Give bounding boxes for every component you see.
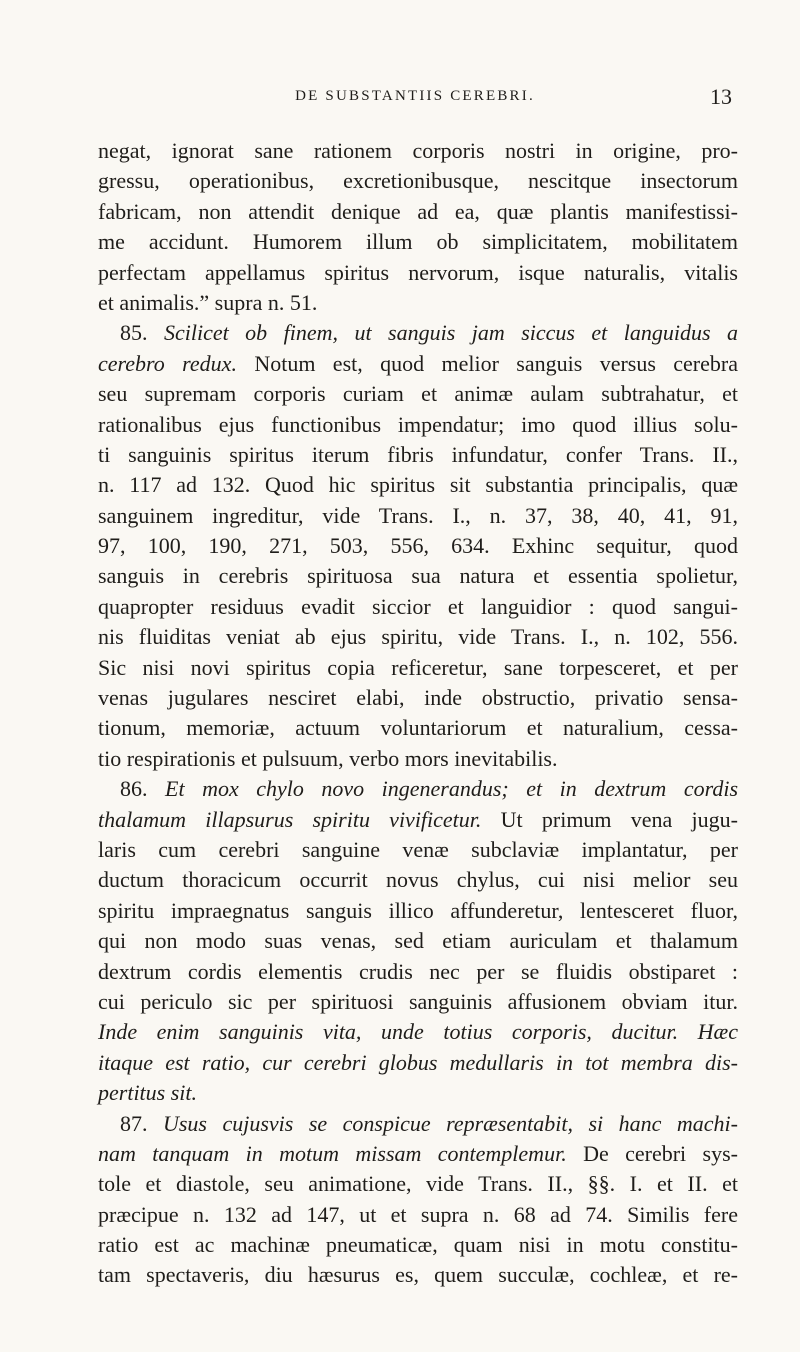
- text-line: [98, 136, 738, 166]
- text-line: [98, 592, 738, 622]
- italic-segment: nam tanquam in motum missam contemplemur.: [98, 1140, 567, 1166]
- text-line: [98, 622, 738, 652]
- italic-segment: Inde enim sanguinis vita, unde totius corporis, ducitur. Hæc: [98, 1019, 738, 1045]
- text-segment: laris cum cerebri sanguine venæ subclaviæ implantatur, per: [98, 836, 738, 862]
- text-line: [98, 683, 738, 713]
- text-segment: n. 117 ad 132. Quod hic spiritus sit substantia principalis, quæ: [98, 472, 738, 498]
- text-line: [98, 531, 738, 561]
- text-segment: ratio est ac machinæ pneumaticæ, quam nisi in motu constitu-: [98, 1232, 738, 1258]
- text-segment: præcipue n. 132 ad 147, ut et supra n. 68 ad 74. Similis fere: [98, 1201, 738, 1227]
- text-segment: seu supremam corporis curiam et animæ aulam subtrahatur, et: [98, 381, 738, 407]
- text-segment: tionum, memoriæ, actuum voluntariorum et naturalium, cessa-: [98, 715, 738, 741]
- text-segment: rationalibus ejus functionibus impendatur; imo quod illius solu-: [98, 411, 738, 437]
- italic-segment: Usus cujusvis se conspicue repræsentabit, si hanc machi-: [162, 1110, 738, 1136]
- text-line: [98, 197, 738, 227]
- text-line: [98, 987, 738, 1017]
- text-segment: tam spectaveris, diu hæsurus es, quem succulæ, cochleæ, et re-: [98, 1262, 738, 1288]
- text-segment: fabricam, non attendit denique ad ea, quæ plantis manifestissi-: [98, 198, 738, 224]
- text-line: [98, 470, 738, 500]
- text-segment: et animalis.” supra n. 51.: [98, 289, 318, 315]
- text-segment: perfectam appellamus spiritus nervorum, isque naturalis, vitalis: [98, 259, 738, 285]
- running-title: DE SUBSTANTIIS CEREBRI.: [295, 88, 535, 104]
- text-segment: 86.: [120, 776, 166, 802]
- text-line: [98, 653, 738, 683]
- text-segment: 97, 100, 190, 271, 503, 556, 634. Exhinc sequitur, quod: [98, 533, 738, 559]
- text-line: [98, 1048, 738, 1078]
- text-segment: Sic nisi novi spiritus copia reficeretur, sane torpesceret, et per: [98, 654, 738, 680]
- text-line: [98, 1017, 738, 1047]
- text-line: [98, 561, 738, 591]
- text-segment: sanguis in cerebris spirituosa sua natura et essentia spolietur,: [98, 563, 738, 589]
- text-segment: quapropter residuus evadit siccior et languidior : quod sangui-: [98, 593, 738, 619]
- text-segment: tio respirationis et pulsuum, verbo mors inevitabilis.: [98, 745, 558, 771]
- text-segment: ductum thoracicum occurrit novus chylus, cui nisi melior seu: [98, 867, 738, 893]
- text-segment: ti sanguinis spiritus iterum fibris infundatur, confer Trans. II.,: [98, 441, 738, 467]
- text-segment: gressu, operationibus, excretionibusque, nescitque insectorum: [98, 168, 738, 194]
- text-segment: nis fluiditas veniat ab ejus spiritu, vide Trans. I., n. 102, 556.: [98, 624, 738, 650]
- text-segment: De cerebri sys-: [566, 1140, 738, 1166]
- italic-segment: Et mox chylo novo ingenerandus; et in dextrum cordis: [165, 776, 739, 802]
- text-line: [98, 835, 738, 865]
- text-line: [98, 957, 738, 987]
- body-text: [98, 136, 738, 1291]
- italic-segment: pertitus sit.: [98, 1080, 198, 1106]
- text-line: [98, 774, 738, 804]
- text-line: [98, 501, 738, 531]
- text-line: [98, 166, 738, 196]
- text-line: [98, 1109, 738, 1139]
- text-segment: cui periculo sic per spirituosi sanguinis affusionem obviam itur.: [98, 988, 738, 1014]
- text-segment: 85.: [120, 320, 164, 346]
- text-line: [98, 926, 738, 956]
- text-line: [98, 440, 738, 470]
- text-segment: Notum est, quod melior sanguis versus cerebra: [236, 350, 738, 376]
- text-segment: venas jugulares nesciret elabi, inde obstructio, privatio sensa-: [98, 685, 738, 711]
- text-line: [98, 713, 738, 743]
- text-segment: Ut primum vena jugu-: [481, 806, 738, 832]
- text-segment: sanguinem ingreditur, vide Trans. I., n. 37, 38, 40, 41, 91,: [98, 502, 738, 528]
- text-line: [98, 865, 738, 895]
- italic-segment: cerebro redux.: [98, 350, 237, 376]
- text-line: [98, 896, 738, 926]
- text-segment: dextrum cordis elementis crudis nec per se fluidis obstiparet :: [98, 958, 738, 984]
- text-line: [98, 1200, 738, 1230]
- italic-segment: thalamum illapsurus spiritu vivificetur.: [98, 806, 482, 832]
- text-line: [98, 410, 738, 440]
- text-line: [98, 258, 738, 288]
- italic-segment: itaque est ratio, cur cerebri globus medullaris in tot membra dis-: [98, 1049, 738, 1075]
- italic-segment: Scilicet ob finem, ut sanguis jam siccus et languidus a: [163, 320, 738, 346]
- text-line: [98, 1139, 738, 1169]
- text-line: [98, 318, 738, 348]
- running-head: [98, 84, 732, 112]
- text-segment: spiritu impraegnatus sanguis illico affunderetur, lentesceret fluor,: [98, 897, 738, 923]
- page-number: 13: [710, 84, 732, 109]
- text-line: [98, 288, 738, 318]
- text-line: [98, 379, 738, 409]
- text-segment: qui non modo suas venas, sed etiam auriculam et thalamum: [98, 928, 738, 954]
- text-line: [98, 349, 738, 379]
- text-line: [98, 805, 738, 835]
- text-segment: tole et diastole, seu animatione, vide Trans. II., §§. I. et II. et: [98, 1171, 738, 1197]
- text-segment: me accidunt. Humorem illum ob simplicitatem, mobilitatem: [98, 229, 738, 255]
- text-segment: negat, ignorat sane rationem corporis nostri in origine, pro-: [98, 138, 738, 163]
- text-line: [98, 1260, 738, 1290]
- text-line: [98, 744, 738, 774]
- text-line: [98, 1230, 738, 1260]
- text-segment: 87.: [120, 1110, 163, 1136]
- text-line: [98, 1169, 738, 1199]
- text-line: [98, 1078, 738, 1108]
- text-line: [98, 227, 738, 257]
